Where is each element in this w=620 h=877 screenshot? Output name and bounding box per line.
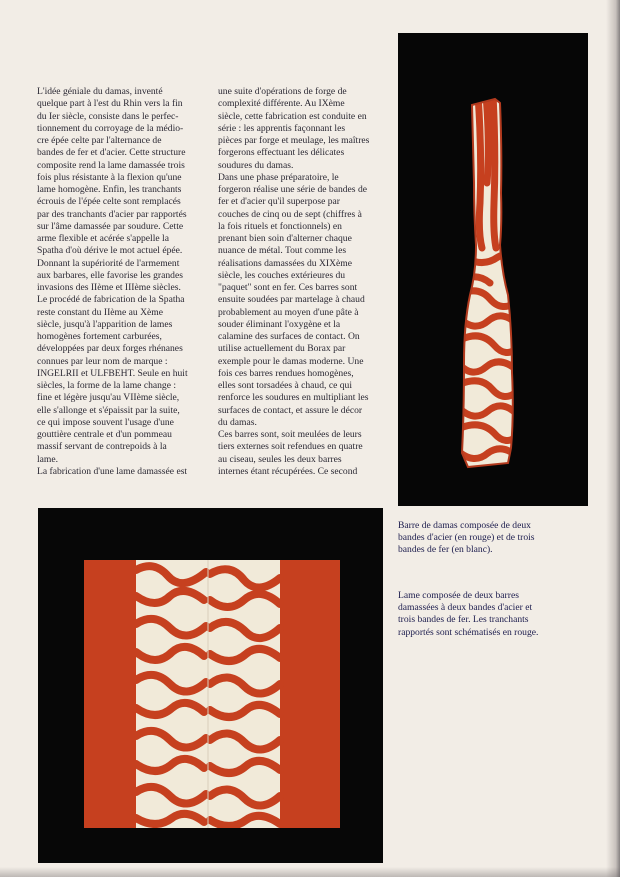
body-text-line: sur l'âme damassée par soudure. Cette xyxy=(37,220,184,232)
body-text-line: prenant bien soin d'alterner chaque xyxy=(218,233,352,244)
text-column-right xyxy=(218,86,388,478)
body-text-line: Ces barres sont, soit meulées de leurs xyxy=(218,429,362,440)
page-bottom-shadow xyxy=(0,867,620,877)
body-text-line: L'idée géniale du damas, inventé xyxy=(37,86,163,97)
caption-damascus-bar xyxy=(398,520,598,557)
body-text-line: calamine des surfaces de contact. On xyxy=(218,331,360,342)
body-text-line: composite rend la lame damassée trois xyxy=(37,159,185,171)
page-gutter-shadow xyxy=(606,0,620,877)
body-text-line: une suite d'opérations de forge de xyxy=(218,86,347,97)
damascus-bar-illustration xyxy=(398,33,588,506)
body-text-line: du damas. xyxy=(218,416,257,428)
text-column-left xyxy=(37,86,205,478)
body-text-line: surfaces de contact, et assure le décor xyxy=(218,404,363,416)
caption-line: trois bandes de fer. Les tranchants xyxy=(398,614,529,626)
body-text-line: tionnement du corroyage de la médio- xyxy=(37,122,184,134)
body-text-line: complexité différente. Au IXème xyxy=(218,98,345,110)
body-text-line: souder éliminant l'oxygène et la xyxy=(218,318,341,330)
body-text-line: forgeron réalise une série de bandes de xyxy=(218,184,367,195)
composite-blade-illustration xyxy=(38,508,383,863)
damascus-bar-photo xyxy=(398,33,588,506)
body-text-line: fine et légère jusqu'au VIIème siècle, xyxy=(37,392,180,404)
body-text-line: "paquet" sont en fer. Ces barres sont xyxy=(218,282,358,293)
body-text-line: développées par deux forges rhénanes xyxy=(37,343,183,355)
caption-composite-blade xyxy=(398,590,598,639)
body-text-line: INGELRII et ULFBEHT. Seule en huit xyxy=(37,367,188,379)
body-text-line: réalisations damassées du XIXème xyxy=(218,257,353,269)
body-text-line: forgerons effectuant les délicates xyxy=(218,147,345,159)
body-text-line: par des tranchants d'acier par rapportés xyxy=(37,208,187,220)
body-text-line: massif servant de contrepoids à la xyxy=(37,441,167,453)
caption-line: Lame composée de deux barres xyxy=(398,590,519,601)
composite-blade-photo xyxy=(38,508,383,863)
body-text-line: cre épée celte par l'alternance de xyxy=(37,135,162,146)
body-text-line: Spatha d'où dérive le mot actuel épée. xyxy=(37,245,183,257)
caption-line: bandes d'acier (en rouge) et de trois xyxy=(398,532,535,544)
caption-line: rapportés sont schématisés en rouge. xyxy=(398,626,539,638)
body-text-line: écrouis de l'épée celte sont remplacés xyxy=(37,196,181,208)
body-text-line: ensuite soudées par martelage à chaud xyxy=(218,294,365,306)
body-text-line: renforce les soudures en multipliant les xyxy=(218,392,369,404)
body-text-line: elles sont torsadées à chaud, ce qui xyxy=(218,380,352,391)
body-text-line: fer et d'acier qu'il superpose par xyxy=(218,196,340,208)
body-text-line: nuance de métal. Tout comme les xyxy=(218,245,347,257)
body-text-line: aux barbares, elle favorise les grandes xyxy=(37,269,183,281)
body-text-line: tiers externes soit refendues en quatre xyxy=(218,441,363,453)
body-text-line: probablement au moyen d'une pâte à xyxy=(218,306,359,318)
body-text-line: la fois rituels et fonctionnels) en xyxy=(218,220,342,232)
body-text-line: ce qui impose souvent l'usage d'une xyxy=(37,416,174,428)
body-text-line: homogènes fortement carburées, xyxy=(37,331,162,342)
body-text-line: invasions des IIème et IIIème siècles. xyxy=(37,282,181,293)
body-text-line: au ciseau, seules les deux barres xyxy=(218,453,342,465)
body-text-line: soudures du damas. xyxy=(218,159,294,171)
caption-line: damassées à deux bandes d'acier et xyxy=(398,602,533,614)
body-text-line: connues par leur nom de marque : xyxy=(37,355,168,367)
body-text-line: lame. xyxy=(37,453,59,465)
body-text-line: La fabrication d'une lame damassée est xyxy=(37,465,188,477)
body-text-line: couches de cinq ou de sept (chiffres à xyxy=(218,208,362,220)
body-text-line: utilise actuellement du Borax par xyxy=(218,343,346,355)
body-text-line: quelque part à l'est du Rhin vers la fin xyxy=(37,98,183,110)
body-text-line: arme flexible et acérée s'appelle la xyxy=(37,233,169,244)
body-text-line: siècle, les couches extérieures du xyxy=(218,269,346,281)
body-text-line: Le procédé de fabrication de la Spatha xyxy=(37,294,185,306)
body-text-line: lame homogène. Enfin, les tranchants xyxy=(37,184,182,195)
body-text-line: internes étant récupérées. Ce second xyxy=(218,465,358,477)
body-text-line: Dans une phase préparatoire, le xyxy=(218,171,339,183)
body-text-line: siècle, jusqu'à l'apparition de lames xyxy=(37,318,173,330)
body-text-line: fois ces barres rendues homogènes, xyxy=(218,367,354,379)
body-text-line: siècles, la forme de la lame change : xyxy=(37,380,177,391)
caption-line: bandes de fer (en blanc). xyxy=(398,544,493,556)
body-text-line: pièces par forge et meulage, les maîtres xyxy=(218,135,370,146)
body-text-line: du Ier siècle, consiste dans le perfec- xyxy=(37,110,179,122)
body-text-line: fois plus résistante à la flexion qu'une xyxy=(37,171,182,183)
body-text-line: gouttière centrale et d'un pommeau xyxy=(37,429,172,440)
body-text-line: série : les apprentis façonnant les xyxy=(218,122,346,134)
body-text-line: elle s'allonge et s'épaissit par la suite, xyxy=(37,404,180,416)
body-text-line: siècle, cette fabrication est conduite en xyxy=(218,110,367,122)
body-text-line: exemple pour le damas moderne. Une xyxy=(218,355,364,367)
body-text-line: bandes de fer et d'acier. Cette structure xyxy=(37,147,186,159)
body-text-line: Donnant la supériorité de l'armement xyxy=(37,257,180,269)
caption-line: Barre de damas composée de deux xyxy=(398,520,531,531)
body-text-line: reste constant du IIème au Xème xyxy=(37,306,163,318)
